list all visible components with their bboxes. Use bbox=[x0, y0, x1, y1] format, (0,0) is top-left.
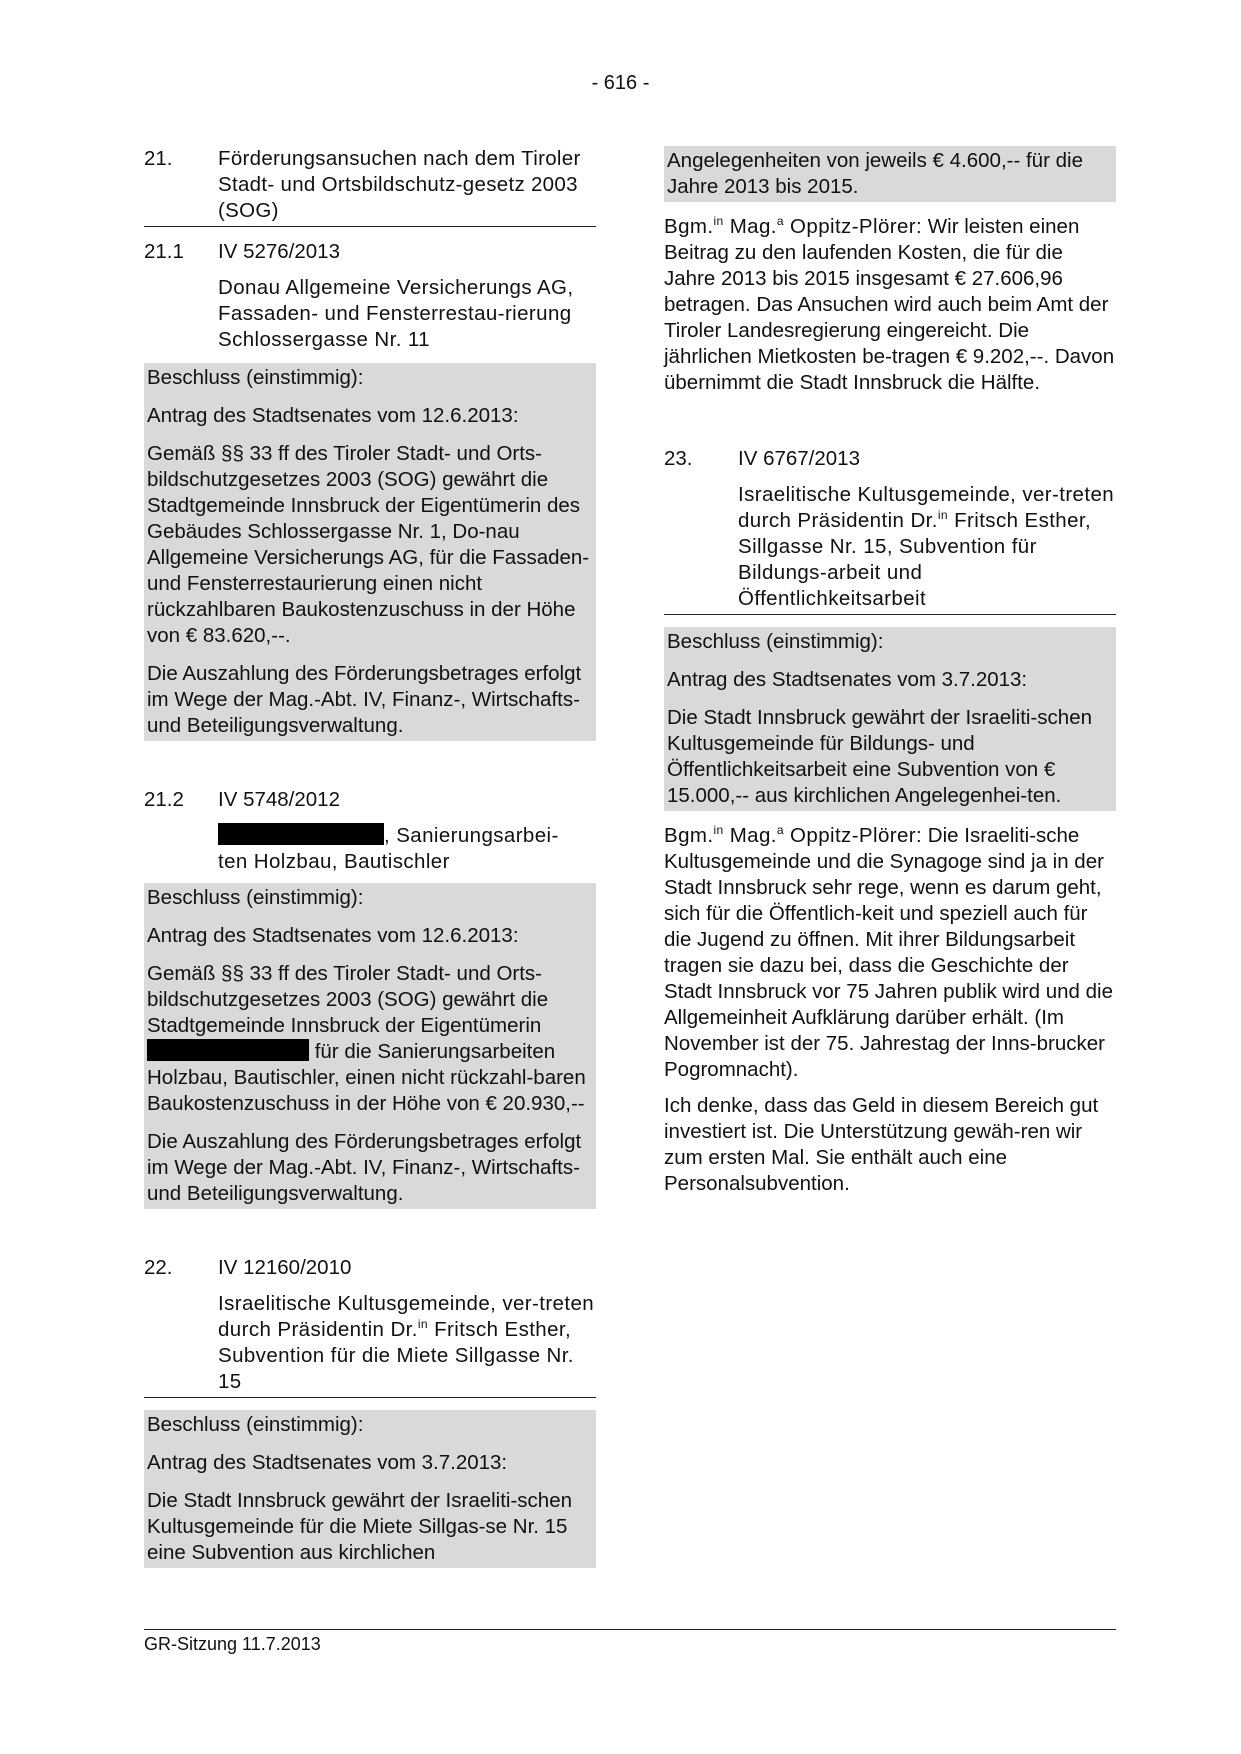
speech-text: Wir leisten einen Beitrag zu den laufenden Kosten, die für die Jahre 2013 bis 2015 insgesamt € 27.606,96 betragen. Das Ansuchen wird auch beim Amt der Tiroler Landesregierung eingereicht. Die jährlichen Mietkosten be-tragen € 9.202,--. Davon übernimmt die Stadt Innsbruck die Hälfte. bbox=[664, 215, 1115, 394]
decision-label: Beschluss (einstimmig): bbox=[147, 886, 364, 909]
subject-text: , Sanierungsarbei- bbox=[384, 824, 559, 847]
redaction-bar bbox=[147, 1039, 309, 1061]
decision-text: Die Stadt Innsbruck gewährt der Israeliti-schen Kultusgemeinde für die Miete Sillgas-se Nr. 15 eine Subvention aus kirchlichen bbox=[147, 1489, 573, 1564]
section-22 bbox=[144, 1255, 596, 1568]
item-reference: IV 5748/2012 bbox=[218, 788, 340, 811]
item-subject bbox=[218, 823, 596, 875]
motion-label: Antrag des Stadtsenates vom 3.7.2013: bbox=[147, 1451, 508, 1474]
decision-text-part1: Gemäß §§ 33 ff des Tiroler Stadt- und Orts-bildschutzgesetzes 2003 (SOG) gewährt die Stadtgemeinde Innsbruck der Eigentümerin bbox=[147, 962, 549, 1037]
section-number: 21. bbox=[144, 147, 173, 170]
section-title: Förderungsansuchen nach dem Tiroler Stadt- und Ortsbildschutz-gesetz 2003 (SOG) bbox=[218, 147, 581, 222]
speech-mayor-1 bbox=[664, 214, 1116, 396]
subject-text-cont: Fritsch Esther, Sillgasse Nr. 15, Subvention für Bildungs-arbeit und Öffentlichkeitsarbeit bbox=[738, 509, 1092, 610]
decision-text: Die Stadt Innsbruck gewährt der Israeliti-schen Kultusgemeinde für Bildungs- und Öffentlichkeitsarbeit eine Subvention von € 15.000,-- aus kirchlichen Angelegenhei-ten. bbox=[667, 706, 1093, 807]
redaction-bar bbox=[218, 823, 384, 845]
item-subject bbox=[144, 1291, 596, 1398]
decision-text-part2: für die Sanierungsarbeiten Holzbau, Bautischler, einen nicht rückzahl-baren Baukostenzuschuss in der Höhe von € 20.930,-- bbox=[147, 1040, 586, 1115]
item-number: 23. bbox=[664, 447, 693, 470]
decision-box bbox=[144, 1410, 596, 1568]
decision-box bbox=[144, 883, 596, 1209]
speaker-name: Bgm.$^{in}$ Mag.$^a$ Oppitz-Plörer: bbox=[664, 214, 923, 238]
title-dr-sup: in bbox=[937, 508, 948, 523]
speech-text: Die Israeliti-sche Kultusgemeinde und die Synagoge sind ja in der Stadt Innsbruck sehr rege, wenn es darum geht, sich für die Öffentlich-keit und speziell auch für die Jugend zu öffnen. Mit ihrer Bildungsarbeit tragen sie dazu bei, dass die Geschichte der Stadt Innsbruck vor 75 Jahren publik wird und die Allgemeinheit Aufklärung darüber erhält. (Im November ist der 75. Jahrestag der Inns-brucker Pogromnacht). bbox=[664, 824, 1113, 1081]
decision-text: Gemäß §§ 33 ff des Tiroler Stadt- und Orts-bildschutzgesetzes 2003 (SOG) gewährt die Stadtgemeinde Innsbruck der Eigentümerin des Gebäudes Schlossergasse Nr. 1, Do-nau Allgemeine Versicherungs AG, für die Fassaden- und Fensterrestaurierung einen nicht rückzahlbaren Baukostenzuschuss in der Höhe von € 83.620,--. bbox=[147, 442, 590, 647]
section-23 bbox=[664, 446, 1116, 811]
subject-text: Israelitische Kultusgemeinde, ver-treten durch Präsidentin bbox=[218, 1292, 595, 1341]
item-subject: Donau Allgemeine Versicherungs AG, Fassaden- und Fensterrestau-rierung Schlossergasse Nr. 11 bbox=[218, 276, 574, 351]
decision-label: Beschluss (einstimmig): bbox=[667, 630, 884, 653]
section-21-heading bbox=[144, 146, 596, 227]
item-reference: IV 12160/2010 bbox=[218, 1256, 352, 1279]
footer: GR-Sitzung 11.7.2013 bbox=[144, 1629, 1116, 1655]
item-reference: IV 5276/2013 bbox=[218, 240, 340, 263]
page-number: - 616 - bbox=[591, 72, 650, 94]
left-column bbox=[144, 146, 596, 1568]
subject-text-cont: Fritsch Esther, Subvention für die Miete Sillgasse Nr. 15 bbox=[218, 1318, 574, 1393]
decision-continuation bbox=[664, 146, 1116, 202]
speaker-name: Bgm.$^{in}$ Mag.$^a$ Oppitz-Plörer: bbox=[664, 823, 923, 847]
payment-text: Die Auszahlung des Förderungsbetrages erfolgt im Wege der Mag.-Abt. IV, Finanz-, Wirtschafts- und Beteiligungsverwaltung. bbox=[147, 662, 582, 737]
right-column bbox=[664, 146, 1116, 1207]
motion-label: Antrag des Stadtsenates vom 12.6.2013: bbox=[147, 924, 519, 947]
item-number: 21.1 bbox=[144, 240, 184, 263]
item-reference: IV 6767/2013 bbox=[738, 447, 860, 470]
decision-box bbox=[144, 363, 596, 741]
speech-mayor-2-cont: Ich denke, dass das Geld in diesem Bereich gut investiert ist. Die Unterstützung gewäh-ren wir zum ersten Mal. Sie enthält auch eine Personalsubvention. bbox=[664, 1094, 1099, 1195]
section-21-2 bbox=[144, 787, 596, 1209]
title-dr: Dr. bbox=[390, 1318, 418, 1341]
motion-label: Antrag des Stadtsenates vom 12.6.2013: bbox=[147, 404, 519, 427]
speech-mayor-2 bbox=[664, 823, 1116, 1083]
item-number: 21.2 bbox=[144, 788, 184, 811]
subject-text-line2: ten Holzbau, Bautischler bbox=[218, 850, 450, 873]
decision-text bbox=[144, 959, 596, 1119]
decision-label: Beschluss (einstimmig): bbox=[147, 366, 364, 389]
motion-label: Antrag des Stadtsenates vom 3.7.2013: bbox=[667, 668, 1028, 691]
payment-text: Die Auszahlung des Förderungsbetrages erfolgt im Wege der Mag.-Abt. IV, Finanz-, Wirtschafts- und Beteiligungsverwaltung. bbox=[147, 1130, 582, 1205]
decision-label: Beschluss (einstimmig): bbox=[147, 1413, 364, 1436]
section-21-1 bbox=[144, 239, 596, 741]
subject-text: Israelitische Kultusgemeinde, ver-treten durch Präsidentin bbox=[738, 483, 1115, 532]
decision-box bbox=[664, 627, 1116, 811]
decision-text-continued: Angelegenheiten von jeweils € 4.600,-- für die Jahre 2013 bis 2015. bbox=[667, 149, 1083, 198]
title-dr: Dr. bbox=[910, 509, 938, 532]
item-number: 22. bbox=[144, 1256, 173, 1279]
item-subject bbox=[664, 482, 1116, 615]
title-dr-sup: in bbox=[417, 1317, 428, 1332]
